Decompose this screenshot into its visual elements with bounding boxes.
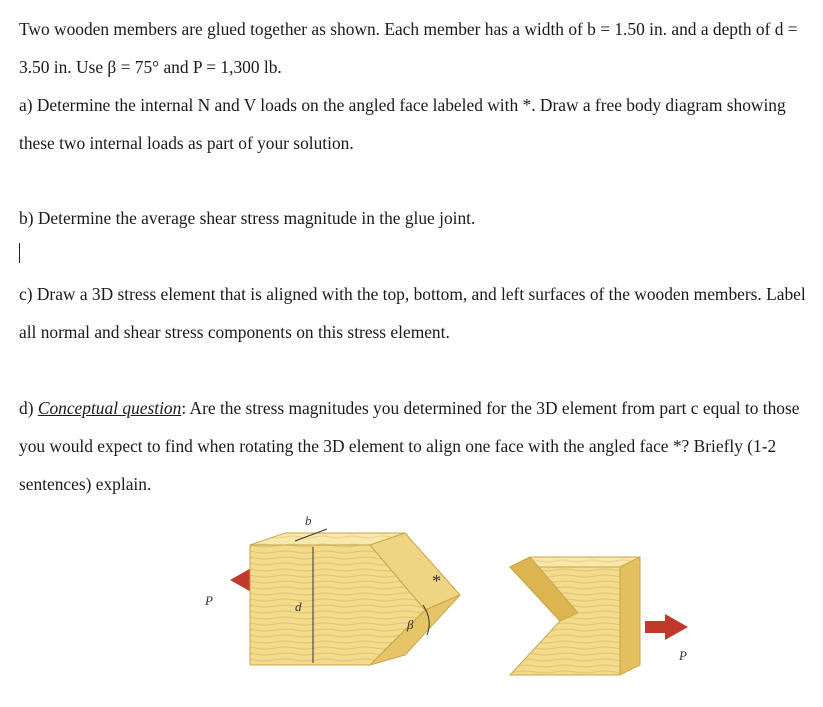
label-d: d — [295, 599, 302, 614]
label-b: b — [305, 513, 312, 528]
conceptual-question-label: Conceptual question — [37, 398, 182, 418]
right-member-side — [620, 557, 640, 675]
part-d-prefix: d) — [19, 398, 38, 418]
text-cursor — [19, 243, 20, 263]
part-c-text: c) Draw a 3D stress element that is aligned with the top, bottom, and left surfaces of the wooden members. Label all normal and shear stress components on this stress element. — [19, 284, 806, 342]
left-wooden-member — [250, 513, 460, 665]
label-p-right: P — [679, 648, 687, 663]
label-star: * — [432, 571, 441, 591]
right-wooden-member — [510, 557, 640, 675]
part-a-text: a) Determine the internal N and V loads on the angled face labeled with *. Draw a free body diagram showing these two internal loads as part of your solution. — [19, 95, 786, 153]
problem-intro: Two wooden members are glued together as shown. Each member has a width of b = 1.50 in. and a depth of d = 3.50 in. Use β = 75° and P = 1,300 lb. — [19, 19, 798, 77]
glued-members-figure — [195, 513, 715, 695]
right-load-arrow — [645, 614, 688, 640]
part-b-text: b) Determine the average shear stress magnitude in the glue joint. — [19, 208, 476, 228]
part-d-text — [19, 389, 811, 503]
label-p-left: P — [205, 593, 213, 608]
part-d-body: : Are the stress magnitudes you determined for the 3D element from part c equal to those you would expect to find when rotating the 3D element to align one face with the angled face *? Briefly (1-2 sentences) explain. — [19, 398, 800, 494]
label-beta: β — [407, 617, 414, 632]
